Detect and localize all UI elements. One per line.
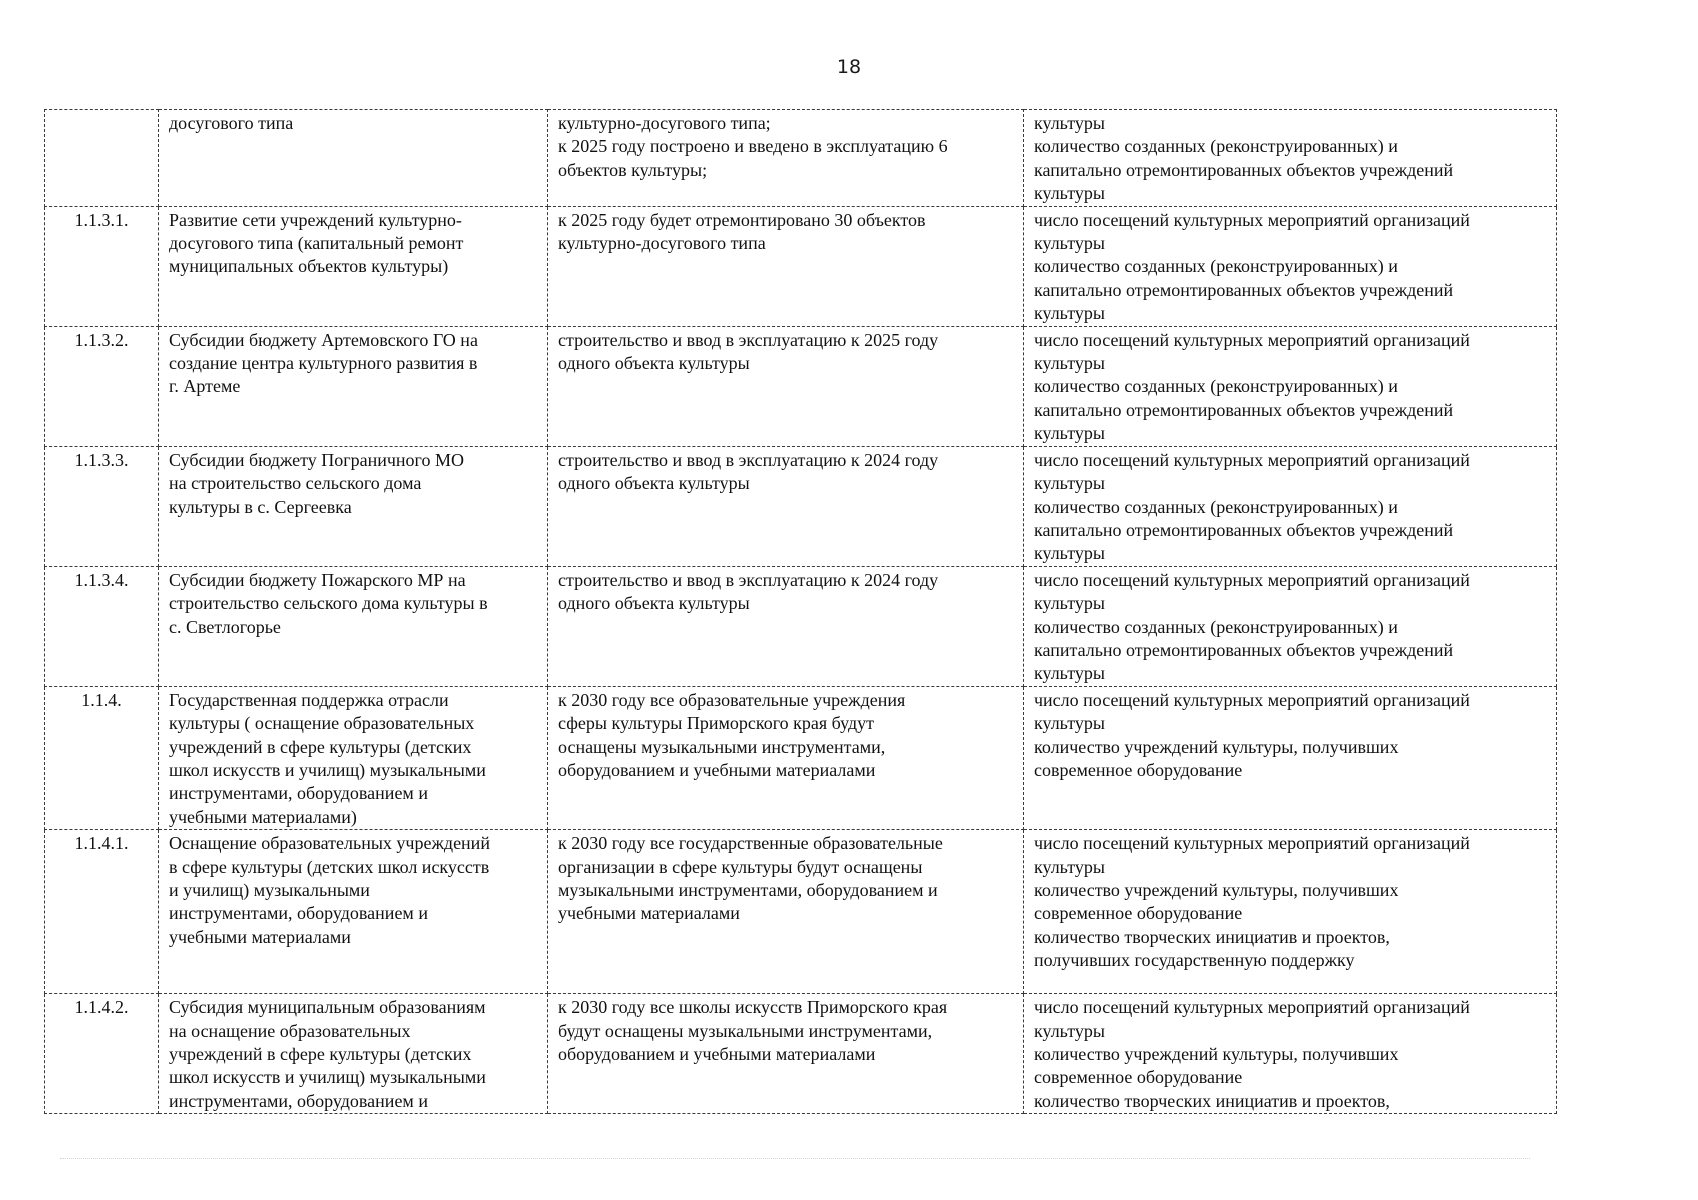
- expected-result-cell: [548, 446, 1024, 566]
- measure-number-cell: [45, 206, 159, 326]
- cell-text: 1.1.4.1.: [74, 833, 129, 854]
- cell-text-line: культуры: [1034, 543, 1105, 564]
- cell-text-line: капитально отремонтированных объектов учреждений: [1034, 279, 1454, 300]
- page-number: 18: [836, 56, 862, 78]
- cell-text-line: учреждений в сфере культуры (детских: [169, 736, 472, 757]
- table-row: [45, 110, 1557, 207]
- cell-text: 1.1.4.: [81, 689, 122, 710]
- cell-text-line: учебными материалами): [169, 806, 357, 827]
- cell-text-line: создание центра культурного развития в: [169, 353, 478, 374]
- table-row: [45, 446, 1557, 566]
- expected-result-cell: [548, 686, 1024, 829]
- expected-result-cell: [548, 830, 1024, 994]
- cell-text: 1.1.3.4.: [74, 569, 129, 590]
- indicators-cell: [1024, 110, 1557, 207]
- cell-text-line: школ искусств и училищ) музыкальными: [169, 759, 486, 780]
- cell-text-line: инструментами, оборудованием и: [169, 903, 428, 924]
- cell-text-line: одного объекта культуры: [558, 353, 750, 374]
- cell-text-line: количество творческих инициатив и проектов,: [1034, 926, 1390, 947]
- table-row: [45, 566, 1557, 686]
- cell-text-line: Государственная поддержка отрасли: [169, 689, 449, 710]
- cell-text-line: школ искусств и училищ) музыкальными: [169, 1067, 486, 1088]
- measure-name-cell: [159, 994, 548, 1114]
- cell-text-line: учебными материалами: [558, 903, 740, 924]
- cell-text-line: к 2030 году все образовательные учреждения: [558, 689, 906, 710]
- cell-text-line: современное оборудование: [1034, 903, 1243, 924]
- cell-text-line: культуры: [1034, 233, 1105, 254]
- measure-number-cell: [45, 830, 159, 994]
- measure-name-cell: [159, 446, 548, 566]
- cell-text-line: культуры: [1034, 663, 1105, 684]
- cell-text-line: число посещений культурных мероприятий организаций: [1034, 449, 1470, 470]
- table-body: [45, 110, 1557, 1114]
- measure-number-cell: [45, 110, 159, 207]
- cell-text-line: культуры: [1034, 423, 1105, 444]
- cell-text-line: культуры: [1034, 856, 1105, 877]
- cell-text-line: культуры: [1034, 593, 1105, 614]
- cell-text-line: число посещений культурных мероприятий организаций: [1034, 569, 1470, 590]
- cell-text-line: культуры в с. Сергеевка: [169, 496, 352, 517]
- cell-text-line: Субсидии бюджету Пожарского МР на: [169, 569, 466, 590]
- cell-text-line: оснащены музыкальными инструментами,: [558, 736, 886, 757]
- cell-text-line: современное оборудование: [1034, 1067, 1243, 1088]
- cell-text-line: на строительство сельского дома: [169, 473, 422, 494]
- cell-text-line: Субсидия муниципальным образованиям: [169, 997, 486, 1018]
- indicators-cell: [1024, 206, 1557, 326]
- indicators-cell: [1024, 994, 1557, 1114]
- cell-text-line: капитально отремонтированных объектов учреждений: [1034, 159, 1454, 180]
- indicators-cell: [1024, 830, 1557, 994]
- cell-text-line: строительство и ввод в эксплуатацию к 2024 году: [558, 569, 939, 590]
- cell-text-line: инструментами, оборудованием и: [169, 783, 428, 804]
- measure-number-cell: [45, 326, 159, 446]
- cell-text-line: количество созданных (реконструированных) и: [1034, 136, 1398, 157]
- table-row: [45, 994, 1557, 1114]
- indicators-cell: [1024, 686, 1557, 829]
- expected-result-cell: [548, 566, 1024, 686]
- cell-text-line: число посещений культурных мероприятий организаций: [1034, 209, 1470, 230]
- cell-text-line: музыкальными инструментами, оборудованием и: [558, 880, 938, 900]
- measure-number-cell: [45, 686, 159, 829]
- cell-text-line: культуры: [1034, 183, 1105, 204]
- expected-result-cell: [548, 994, 1024, 1114]
- cell-text-line: к 2025 году построено и введено в эксплуатацию 6: [558, 136, 948, 157]
- cell-text-line: количество учреждений культуры, получивших: [1034, 880, 1399, 900]
- cell-text-line: инструментами, оборудованием и: [169, 1090, 428, 1111]
- measure-name-cell: [159, 326, 548, 446]
- cell-text-line: число посещений культурных мероприятий организаций: [1034, 833, 1470, 854]
- measure-number-cell: [45, 566, 159, 686]
- indicators-cell: [1024, 326, 1557, 446]
- expected-result-cell: [548, 206, 1024, 326]
- cell-text-line: досугового типа (капитальный ремонт: [169, 233, 464, 254]
- cell-text-line: число посещений культурных мероприятий организаций: [1034, 997, 1470, 1018]
- table-row: [45, 686, 1557, 829]
- cell-text-line: культуры: [1034, 303, 1105, 324]
- cell-text-line: количество учреждений культуры, получивших: [1034, 1044, 1399, 1064]
- cell-text: 1.1.3.1.: [74, 209, 129, 230]
- cell-text-line: учебными материалами: [169, 926, 351, 947]
- cell-text-line: к 2030 году все школы искусств Приморского края: [558, 997, 948, 1018]
- cell-text-line: будут оснащены музыкальными инструментами,: [558, 1020, 933, 1041]
- program-measures-table: [44, 109, 1557, 1114]
- cell-text-line: одного объекта культуры: [558, 473, 750, 494]
- cell-text-line: в сфере культуры (детских школ искусств: [169, 856, 490, 877]
- cell-text-line: количество созданных (реконструированных) и: [1034, 616, 1398, 637]
- cell-text-line: культуры: [1034, 113, 1105, 133]
- cell-text-line: строительство и ввод в эксплуатацию к 2025 году: [558, 329, 939, 350]
- cell-text-line: капитально отремонтированных объектов учреждений: [1034, 639, 1454, 660]
- cell-text-line: одного объекта культуры: [558, 593, 750, 614]
- cell-text-line: культуры ( оснащение образовательных: [169, 713, 475, 734]
- cell-text: 1.1.4.2.: [74, 997, 129, 1018]
- cell-text: 1.1.3.3.: [74, 449, 129, 470]
- cell-text-line: капитально отремонтированных объектов учреждений: [1034, 399, 1454, 420]
- cell-text-line: культуры: [1034, 713, 1105, 734]
- measure-name-cell: [159, 566, 548, 686]
- cell-text-line: досугового типа: [169, 113, 294, 133]
- cell-text-line: сферы культуры Приморского края будут: [558, 713, 875, 734]
- cell-text-line: и училищ) музыкальными: [169, 880, 370, 900]
- expected-result-cell: [548, 326, 1024, 446]
- cell-text-line: оборудованием и учебными материалами: [558, 759, 876, 780]
- cell-text-line: Субсидии бюджету Пограничного МО: [169, 449, 464, 470]
- cell-text-line: строительство и ввод в эксплуатацию к 2024 году: [558, 449, 939, 470]
- measure-name-cell: [159, 110, 548, 207]
- cell-text-line: культуры: [1034, 353, 1105, 374]
- cell-text-line: получивших государственную поддержку: [1034, 950, 1355, 971]
- measure-number-cell: [45, 994, 159, 1114]
- cell-text-line: организации в сфере культуры будут оснащены: [558, 856, 923, 877]
- cell-text-line: муниципальных объектов культуры): [169, 256, 449, 277]
- cell-text-line: культуры: [1034, 473, 1105, 494]
- cell-text-line: количество творческих инициатив и проектов,: [1034, 1090, 1390, 1111]
- table-row: [45, 326, 1557, 446]
- cell-text-line: количество созданных (реконструированных) и: [1034, 496, 1398, 517]
- measure-name-cell: [159, 830, 548, 994]
- cell-text-line: к 2030 году все государственные образовательные: [558, 833, 943, 854]
- table-row: [45, 206, 1557, 326]
- cell-text-line: Субсидии бюджету Артемовского ГО на: [169, 329, 478, 350]
- indicators-cell: [1024, 446, 1557, 566]
- measure-name-cell: [159, 206, 548, 326]
- cell-text-line: число посещений культурных мероприятий организаций: [1034, 329, 1470, 350]
- cell-text: 1.1.3.2.: [74, 329, 129, 350]
- cell-text-line: число посещений культурных мероприятий организаций: [1034, 689, 1470, 710]
- cell-text-line: Оснащение образовательных учреждений: [169, 833, 490, 854]
- cell-text-line: количество учреждений культуры, получивших: [1034, 736, 1399, 757]
- measure-name-cell: [159, 686, 548, 829]
- indicators-cell: [1024, 566, 1557, 686]
- cell-text-line: культурно-досугового типа: [558, 233, 766, 254]
- cell-text-line: к 2025 году будет отремонтировано 30 объектов: [558, 209, 926, 230]
- cell-text-line: объектов культуры;: [558, 159, 708, 180]
- cell-text-line: учреждений в сфере культуры (детских: [169, 1044, 472, 1064]
- cell-text-line: количество созданных (реконструированных) и: [1034, 256, 1398, 277]
- scan-artifact-line: [60, 1158, 1530, 1160]
- cell-text-line: капитально отремонтированных объектов учреждений: [1034, 519, 1454, 540]
- cell-text-line: культурно-досугового типа;: [558, 113, 771, 133]
- cell-text-line: Развитие сети учреждений культурно-: [169, 209, 462, 230]
- cell-text-line: г. Артеме: [169, 376, 241, 397]
- cell-text-line: современное оборудование: [1034, 759, 1243, 780]
- cell-text-line: на оснащение образовательных: [169, 1020, 411, 1041]
- measure-number-cell: [45, 446, 159, 566]
- cell-text-line: с. Светлогорье: [169, 616, 281, 637]
- expected-result-cell: [548, 110, 1024, 207]
- cell-text-line: количество созданных (реконструированных) и: [1034, 376, 1398, 397]
- cell-text-line: строительство сельского дома культуры в: [169, 593, 488, 614]
- cell-text-line: культуры: [1034, 1020, 1105, 1041]
- cell-text-line: оборудованием и учебными материалами: [558, 1044, 876, 1064]
- table-row: [45, 830, 1557, 994]
